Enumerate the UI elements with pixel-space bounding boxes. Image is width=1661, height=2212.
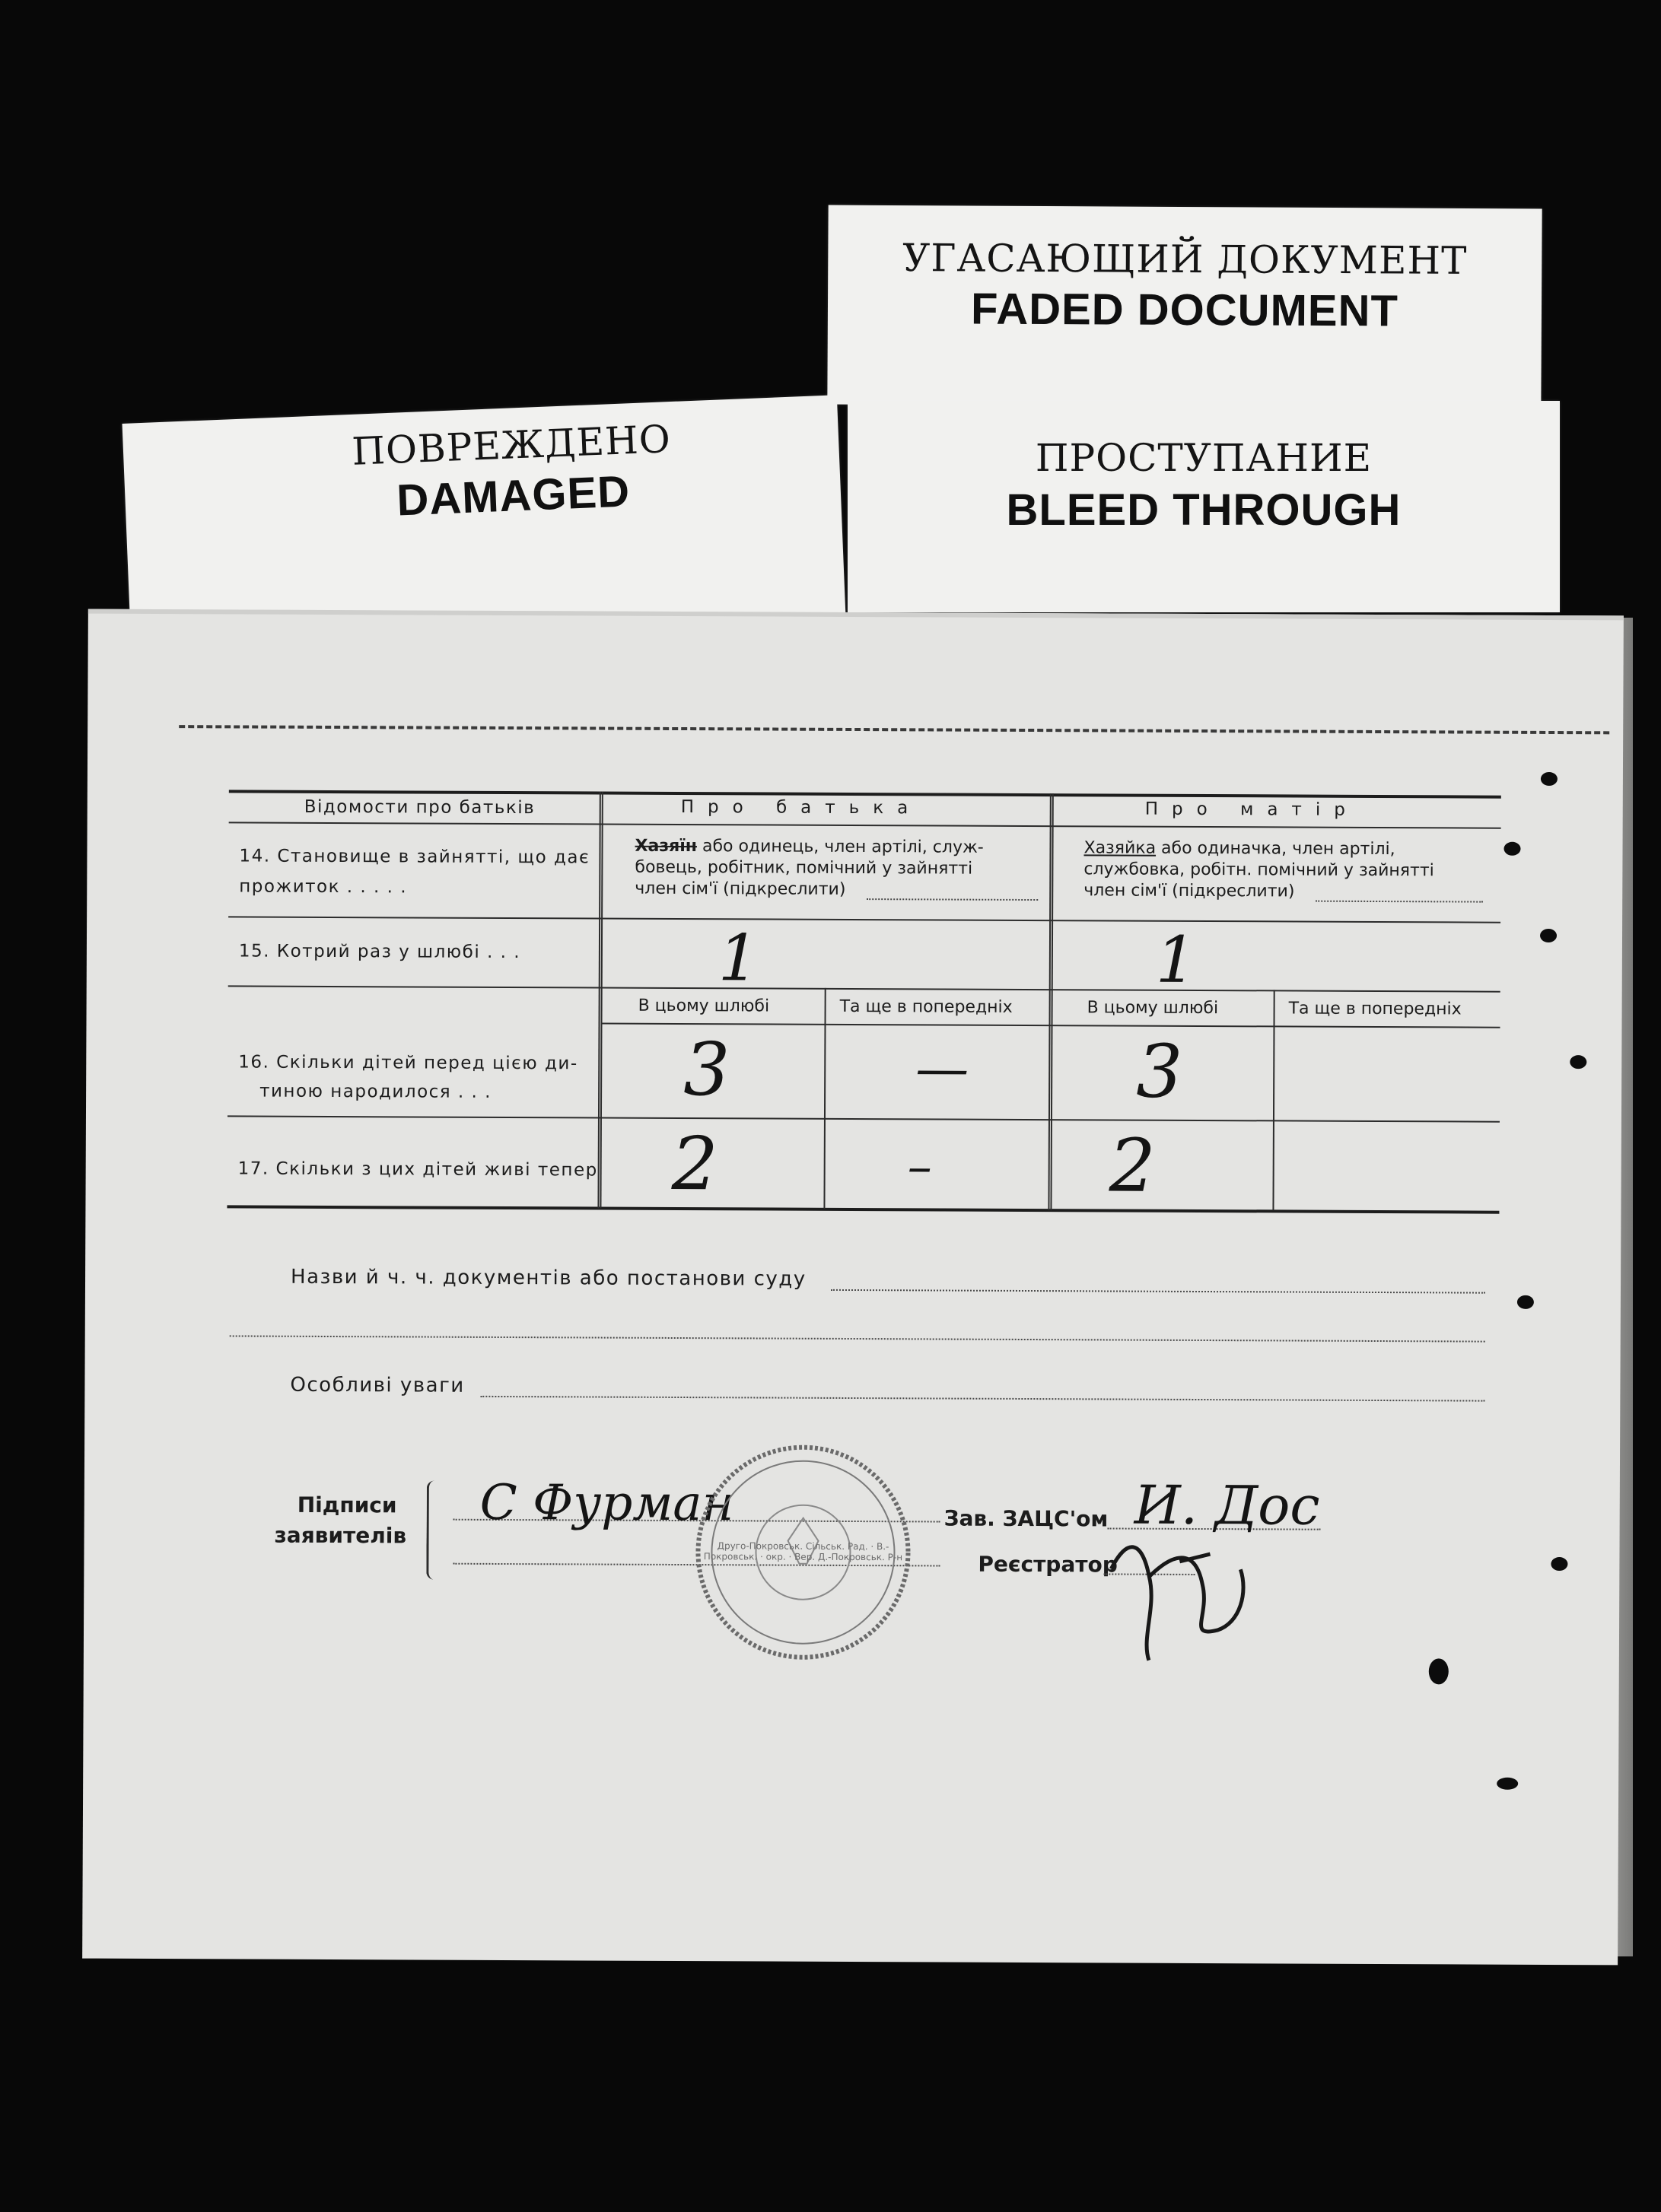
row14-label-line2: прожиток . . . . . — [239, 876, 408, 898]
row14-father-line2: бовець, робітник, помічний у зайнятті — [635, 857, 973, 879]
row16-label-line1: 16. Скільки дітей перед цією ди- — [238, 1052, 578, 1074]
faded-flag-en: FADED DOCUMENT — [970, 284, 1399, 336]
row16-label-line2: тиною народилося . . . — [259, 1081, 492, 1102]
applicant-signature: С Фурман — [479, 1474, 734, 1533]
signatures-label-line1: Підписи — [297, 1492, 397, 1518]
head-signature: И. Дос — [1134, 1473, 1320, 1537]
stamp-text: Друго-Покровськ. Сільськ. Рад. · В.-Покровськ. · окр. · Вер. Д.-Покровськ. Р-н — [703, 1540, 903, 1563]
row14-mother-line2: службовка, робітн. помічний у зайнятті — [1083, 860, 1434, 881]
notes-label: Особливі уваги — [290, 1373, 465, 1397]
subheader-father-this: В цьому шлюбі — [638, 996, 770, 1016]
row15-label: 15. Котрий раз у шлюбі . . . — [238, 941, 521, 963]
official-stamp — [692, 1441, 914, 1663]
punch-hole — [1551, 1557, 1567, 1571]
column-header-info: Відомости про батьків — [304, 796, 536, 818]
perforation-line — [179, 725, 1609, 734]
row16-father-prev-value: — — [915, 1037, 969, 1100]
row16-mother-this-value: 3 — [1135, 1028, 1183, 1114]
row17-father-this-value: 2 — [671, 1120, 719, 1207]
bleed-flag-ru: ПРОСТУПАНИЕ — [1035, 436, 1373, 480]
row14-mother-line3: член сім'ї (підкреслити) — [1083, 881, 1295, 901]
row14-mother-line1: або одиначка, член артілі, — [1161, 838, 1395, 860]
punch-hole — [1541, 772, 1558, 786]
row14-mother-underlined: Хазяйка — [1083, 838, 1157, 858]
row15-mother-value: 1 — [1155, 922, 1197, 997]
subheader-mother-prev: Та ще в попередніх — [1288, 999, 1462, 1019]
punch-hole — [1497, 1778, 1518, 1790]
row16-father-this-value: 3 — [683, 1027, 730, 1113]
row14-father-line3: член сім'ї (підкреслити) — [635, 879, 846, 899]
row14-father-line1: або одинець, член артілі, служ- — [702, 837, 984, 857]
punch-hole — [1540, 929, 1557, 942]
punch-hole — [1503, 842, 1520, 856]
punch-hole — [1517, 1295, 1534, 1309]
row17-father-prev-value: – — [907, 1139, 932, 1196]
signatures-label-line2: заявителів — [274, 1522, 407, 1549]
bleed-flag-en: BLEED THROUGH — [1006, 485, 1402, 535]
damaged-flag-ru: ПОВРЕЖДЕНО — [351, 417, 672, 474]
head-label: Зав. ЗАЦС'ом — [943, 1505, 1109, 1532]
column-header-mother: Про матір — [1144, 799, 1359, 820]
signatures-brace — [426, 1481, 440, 1580]
bleed-through-flag — [848, 401, 1560, 612]
registrar-signature — [1096, 1523, 1264, 1676]
damaged-flag-en: DAMAGED — [396, 466, 632, 526]
row15-father-value: 1 — [718, 920, 759, 996]
subheader-father-prev: Та ще в попередніх — [839, 996, 1013, 1017]
damaged-flag — [123, 395, 846, 645]
punch-hole — [1429, 1658, 1449, 1684]
record-page — [82, 609, 1624, 1966]
faded-flag-ru: УГАСАЮЩИЙ ДОКУМЕНТ — [902, 236, 1468, 283]
punch-hole — [1570, 1055, 1586, 1069]
registrar-label: Реєстратор — [978, 1551, 1118, 1578]
row17-label: 17. Скільки з цих дітей живі тепер — [237, 1158, 598, 1181]
row14-father-struck: Хазяїн — [635, 836, 698, 857]
subheader-mother-this: В цьому шлюбі — [1087, 998, 1219, 1019]
documents-label: Назви й ч. ч. документів або постанови суду — [290, 1265, 807, 1291]
faded-document-flag — [827, 205, 1542, 408]
row17-mother-this-value: 2 — [1109, 1123, 1157, 1209]
column-header-father: Про батька — [680, 797, 922, 818]
row14-label-line1: 14. Становище в зайнятті, що дає — [239, 846, 590, 868]
